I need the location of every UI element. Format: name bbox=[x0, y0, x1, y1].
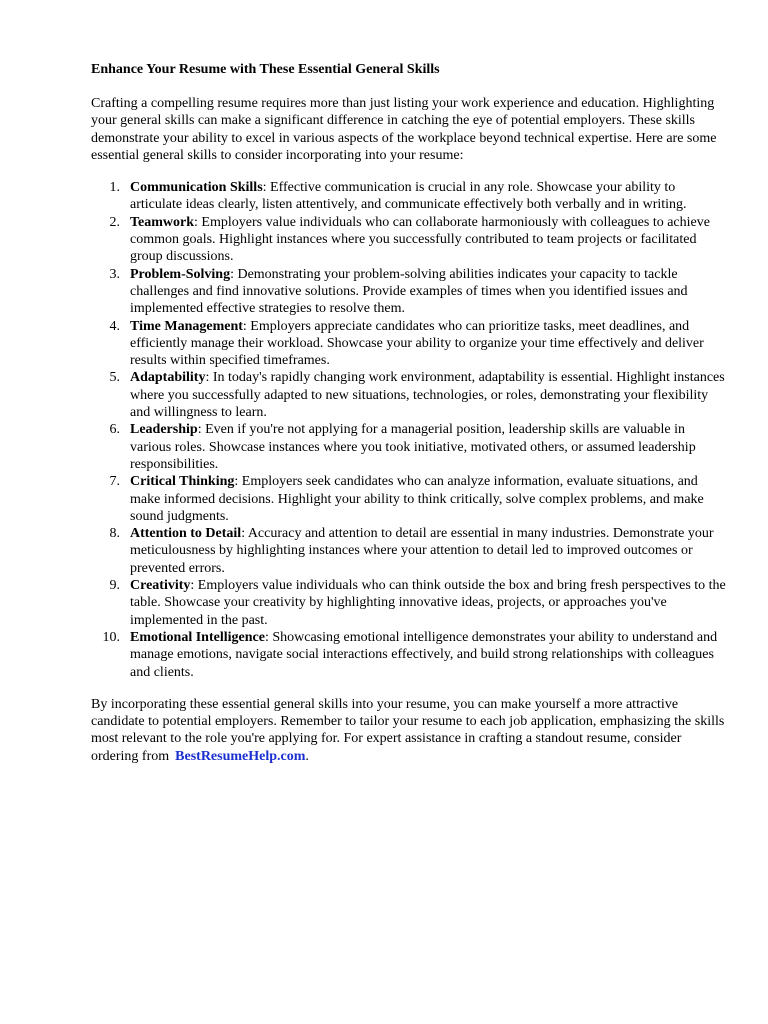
list-item bbox=[91, 318, 728, 370]
list-item-number: 5. bbox=[109, 370, 120, 386]
list-item-number: 2. bbox=[109, 214, 120, 230]
list-item-number: 3. bbox=[109, 266, 120, 282]
skill-name: Attention to Detail bbox=[130, 526, 242, 542]
skill-name: Emotional Intelligence bbox=[130, 629, 265, 645]
skill-description: : Employers seek candidates who can analyze information, evaluate situations, and make informed decisions. Highlight your ability to think critically, solve complex problems, and make sound judgments. bbox=[130, 474, 704, 524]
skill-name: Leadership bbox=[130, 422, 198, 438]
skills-list bbox=[91, 179, 728, 681]
list-item bbox=[91, 525, 728, 577]
skill-description: : Employers value individuals who can think outside the box and bring fresh perspectives to the table. Showcase your creativity by highlighting innovative ideas, projects, or approaches you've implemented in the past. bbox=[130, 578, 726, 628]
skill-description: : Showcasing emotional intelligence demonstrates your ability to understand and manage emotions, navigate social interactions effectively, and build strong relationships with colleagues and clients. bbox=[130, 629, 718, 680]
skill-description: : Accuracy and attention to detail are essential in many industries. Demonstrate your meticulousness by highlighting instances where your attention to detail led to improved outcomes or prevented errors. bbox=[130, 526, 714, 576]
list-item-number: 1. bbox=[109, 180, 120, 196]
list-item bbox=[91, 473, 728, 525]
list-item-number: 6. bbox=[109, 422, 120, 438]
skill-description: : Employers value individuals who can collaborate harmoniously with colleagues to achieve common goals. Highlight instances where you successfully contributed to team projects or facilitated group discussions. bbox=[130, 214, 710, 265]
closing-text: By incorporating these essential general skills into your resume, you can make yourself a more attractive candidate to potential employers. Remember to tailor your resume to each job application, emphasizing the skills most relevant to the role you're applying for. For expert assistance in crafting a standout resume, consider ordering from bbox=[91, 696, 725, 764]
skill-description: : Demonstrating your problem-solving abilities indicates your capacity to tackle challenges and find innovative solutions. Provide examples of times when you identified issues and implemented effective strategies to resolve them. bbox=[130, 266, 688, 317]
list-item bbox=[91, 629, 728, 681]
skill-description: : Effective communication is crucial in any role. Showcase your ability to articulate ideas clearly, listen attentively, and communicate effectively both verbally and in writing. bbox=[130, 180, 687, 213]
list-item-number: 4. bbox=[109, 318, 120, 334]
list-item-number: 8. bbox=[109, 526, 120, 542]
skill-description: : Even if you're not applying for a managerial position, leadership skills are valuable in various roles. Showcase instances where you took initiative, motivated others, or assumed leadership responsibilities. bbox=[130, 422, 696, 472]
list-item bbox=[91, 266, 728, 318]
skill-name: Communication Skills bbox=[130, 180, 263, 196]
list-item-number: 10. bbox=[102, 629, 120, 645]
list-item bbox=[91, 369, 728, 421]
closing-paragraph bbox=[91, 696, 728, 765]
list-item bbox=[91, 214, 728, 266]
skill-description: : Employers appreciate candidates who can prioritize tasks, meet deadlines, and efficiently manage their workload. Showcase your ability to organize your time effectively and deliver results within specified timeframes. bbox=[130, 318, 704, 369]
closing-period: . bbox=[305, 748, 309, 764]
skill-name: Time Management bbox=[130, 318, 243, 334]
list-item-number: 7. bbox=[109, 474, 120, 490]
best-resume-help-link[interactable]: BestResumeHelp.com bbox=[175, 748, 306, 764]
intro-paragraph: Crafting a compelling resume requires more than just listing your work experience and education. Highlighting your general skills can make a significant difference in catching the eye of potential employers. These skills demonstrate your ability to excel in various aspects of the workplace beyond technical expertise. Here are some essential general skills to consider incorporating into your resume: bbox=[91, 96, 717, 163]
list-item-number: 9. bbox=[109, 578, 120, 594]
skill-name: Critical Thinking bbox=[130, 474, 235, 490]
document-title: Enhance Your Resume with These Essential General Skills bbox=[91, 62, 440, 77]
skill-description: : In today's rapidly changing work environment, adaptability is essential. Highlight instances where you successfully adapted to new situations, technologies, or roles, demonstrating your flexibility and willingness to learn. bbox=[130, 370, 725, 421]
skill-name: Teamwork bbox=[130, 214, 195, 230]
list-item bbox=[91, 421, 728, 473]
skill-name: Adaptability bbox=[130, 370, 206, 386]
skill-name: Creativity bbox=[130, 578, 191, 594]
list-item bbox=[91, 577, 728, 629]
skill-name: Problem-Solving bbox=[130, 266, 231, 282]
list-item bbox=[91, 179, 728, 214]
